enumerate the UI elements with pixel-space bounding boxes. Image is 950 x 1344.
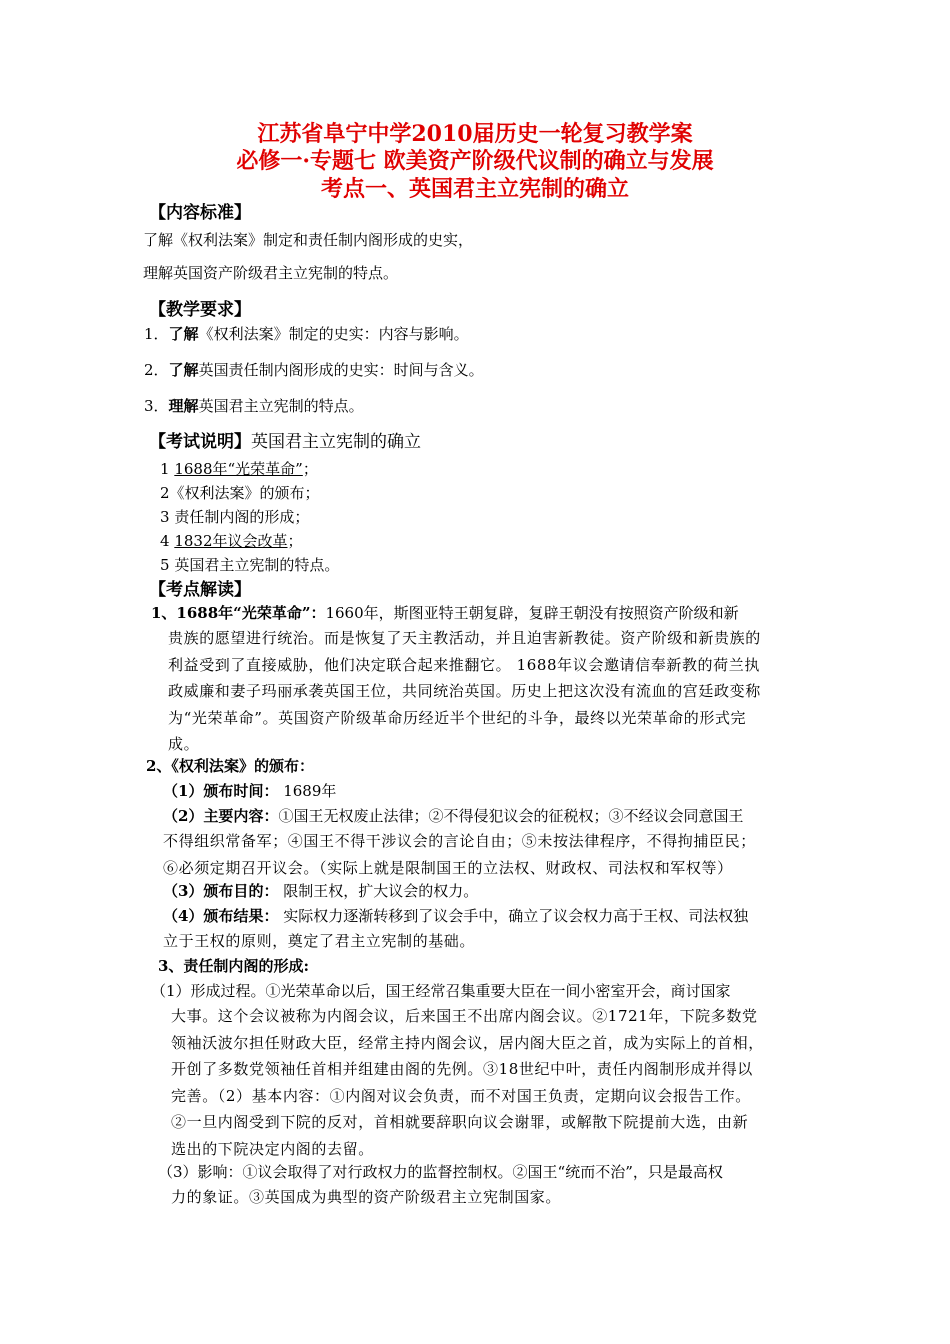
item-text: 英国君主立宪制的特点。 xyxy=(198,397,364,415)
item-number: 1 xyxy=(160,460,175,478)
item-suffix: ； xyxy=(302,460,318,478)
exam-notes-header xyxy=(149,432,421,452)
item-verb: 了解 xyxy=(168,325,199,343)
content-standard-heading: 【内容标准】 xyxy=(149,203,251,223)
exam-note-item-5 xyxy=(160,555,339,575)
item-text: 《权利法案》的颁布； xyxy=(169,484,320,502)
item-text: 英国君主立宪制的特点。 xyxy=(174,556,340,574)
item-number: 5 xyxy=(160,556,175,574)
content-standard-line-1: 了解《权利法案》制定和责任制内阁形成的史实， xyxy=(143,231,474,249)
item-verb: 了解 xyxy=(168,361,199,379)
item-text: 《权利法案》制定的史实：内容与影响。 xyxy=(198,325,469,343)
section1-body xyxy=(168,625,761,758)
content-line: 不得组织常备军；④国王不得干涉议会的言论自由；⑤未按法律程序，不得拘捕臣民； xyxy=(163,832,756,850)
document-title-line2: 必修一·专题七 欧美资产阶级代议制的确立与发展 xyxy=(236,148,714,174)
section1-line: 贵族的愿望进行统治。而是恢复了天主教活动，并且迫害新教徒。资产阶级和新贵族的 xyxy=(168,629,761,647)
exam-note-item-4 xyxy=(160,531,303,551)
section1-line: 成。 xyxy=(168,735,200,753)
section1-line: 为“光荣革命”。英国资产阶级革命历经近半个世纪的斗争，最终以光荣革命的形式完 xyxy=(168,708,747,727)
item-text: 1688年“光荣革命” xyxy=(174,460,303,478)
section2-result-first xyxy=(163,906,748,926)
result-label: （4）颁布结果： xyxy=(163,907,279,925)
content-first-text: ①国王无权废止法律；②不得侵犯议会的征税权；③不经议会同意国王 xyxy=(278,807,744,825)
interpretation-heading: 【考点解读】 xyxy=(149,580,251,600)
result-first-text: 实际权力逐渐转移到了议会手中，确立了议会权力高于王权、司法权独 xyxy=(278,907,749,925)
section3-line: 选出的下院决定内阁的去留。 xyxy=(171,1139,374,1158)
item-suffix: ； xyxy=(287,532,303,550)
exam-notes-subtitle: 英国君主立宪制的确立 xyxy=(251,432,421,452)
section3-p1-first: （1）形成过程。①光荣革命以后，国王经常召集重要大臣在一间小密室开会，商讨国家 xyxy=(151,982,731,1000)
section3-line: 力的象证。③英国成为典型的资产阶级君主立宪制国家。 xyxy=(171,1188,562,1206)
content-line: ⑥必须定期召开议会。（实际上就是限制国王的立法权、财政权、司法权和军权等） xyxy=(163,858,733,877)
content-standard-line-2: 理解英国资产阶级君主立宪制的特点。 xyxy=(143,264,399,282)
time-value: 1689年 xyxy=(278,782,337,800)
section1-line: 利益受到了直接威胁，他们决定联合起来推翻它。 1688年议会邀请信奉新教的荷兰执 xyxy=(168,655,760,674)
exam-note-item-3 xyxy=(160,507,309,527)
item-text: 英国责任制内阁形成的史实：时间与含义。 xyxy=(198,361,484,379)
section2-time xyxy=(163,781,336,801)
item-verb: 理解 xyxy=(168,397,199,415)
section3-p3-first: （3）影响：①议会取得了对行政权力的监督控制权。②国王“统而不治”，只是最高权 xyxy=(158,1163,723,1181)
purpose-value: 限制王权，扩大议会的权力。 xyxy=(278,882,479,900)
section3-line: 大事。这个会议被称为内阁会议，后来国王不出席内阁会议。②1721年，下院多数党 xyxy=(171,1007,758,1025)
section2-purpose xyxy=(163,881,478,901)
teaching-requirement-item-3 xyxy=(144,396,364,416)
section3-p1-body xyxy=(171,1003,764,1162)
section2-result-body xyxy=(163,928,475,955)
section1-label: 1、1688年“光荣革命”： xyxy=(151,604,326,622)
section3-label: 3、责任制内阁的形成: xyxy=(158,957,309,975)
document-title-line1: 江苏省阜宁中学2010届历史一轮复习教学案 xyxy=(257,121,693,147)
section2-content-body xyxy=(163,828,756,881)
result-line: 立于王权的原则，奠定了君主立宪制的基础。 xyxy=(163,932,476,950)
section3-p3-body xyxy=(171,1184,561,1211)
time-label: （1）颁布时间： xyxy=(163,782,279,800)
item-number: 1． xyxy=(144,325,169,343)
item-number: 2 xyxy=(160,484,170,502)
section3-line: ②一旦内阁受到下院的反对，首相就要辞职向议会谢罪，或解散下院提前大选，由新 xyxy=(171,1113,749,1131)
section2-label: 2、《权利法案》的颁布： xyxy=(146,757,314,775)
section3-line: 开创了多数党领袖任首相并组建由阁的先例。③18世纪中叶，责任内阁制形成并得以 xyxy=(171,1060,753,1078)
exam-note-item-1 xyxy=(160,459,318,479)
section3-line: 领袖沃波尔担任财政大臣，经常主持内阁会议，居内阁大臣之首，成为实际上的首相， xyxy=(171,1033,764,1052)
section1-line: 政威廉和妻子玛丽承袭英国王位，共同统治英国。历史上把这次没有流血的宫廷政变称 xyxy=(168,682,761,700)
purpose-label: （3）颁布目的： xyxy=(163,882,279,900)
section1-first-line xyxy=(151,603,739,623)
document-title-line3: 考点一、英国君主立宪制的确立 xyxy=(320,176,629,202)
section2-content-first xyxy=(163,806,743,826)
exam-notes-heading: 【考试说明】 xyxy=(149,432,251,452)
item-text: 责任制内阁的形成； xyxy=(174,508,310,526)
exam-note-item-2 xyxy=(160,483,320,503)
item-number: 3 xyxy=(160,508,175,526)
section3-line: 完善。（2）基本内容：①内阁对议会负责，而不对国王负责，定期向议会报告工作。 xyxy=(171,1086,751,1105)
teaching-requirement-item-1 xyxy=(144,324,469,344)
content-label: （2）主要内容： xyxy=(163,807,279,825)
item-number: 4 xyxy=(160,532,175,550)
item-text: 1832年议会改革 xyxy=(174,532,288,550)
item-number: 3． xyxy=(144,397,169,415)
teaching-requirements-heading: 【教学要求】 xyxy=(149,300,251,320)
section1-first-text: 1660年，斯图亚特王朝复辟，复辟王朝没有按照资产阶级和新 xyxy=(325,604,739,622)
teaching-requirement-item-2 xyxy=(144,360,484,380)
item-number: 2． xyxy=(144,361,169,379)
